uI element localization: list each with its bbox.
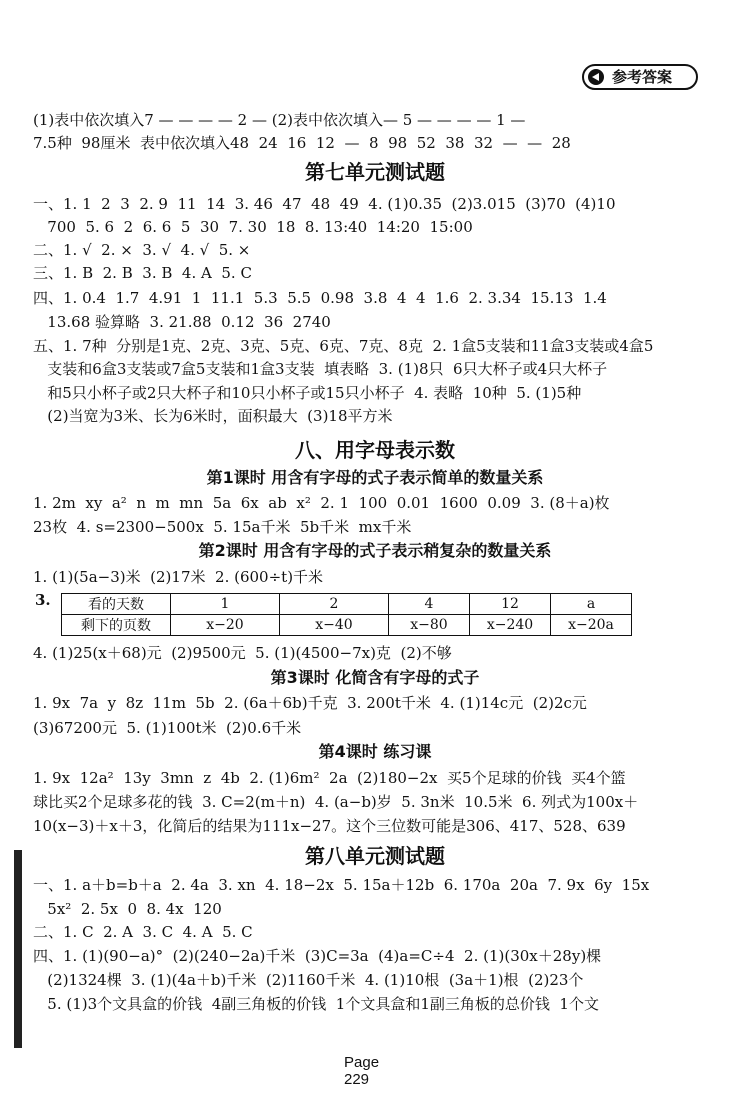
table-cell: x−80 [389,615,470,636]
table-cell: a [551,594,632,615]
text-line: 和5只小杯子或2只大杯子和10只小杯子或15只小杯子 4. 表略 10种 5. (1)5种 [33,384,582,402]
text-line: 5x² 2. 5x 0 8. 4x 120 [33,900,222,918]
text-line: 三、1. B 2. B 3. B 4. A 5. C [33,264,252,282]
text-line: (3)67200元 5. (1)100t米 (2)0.6千米 [33,719,302,737]
table-cell: 看的天数 [62,594,171,615]
text-line: 支装和6盒3支装或7盒5支装和1盒3支装 填表略 3. (1)8只 6只大杯子或4只大杯子 [33,360,608,378]
page-label: Page [344,1054,380,1071]
table-cell: 剩下的页数 [62,615,171,636]
text-line: 1. (1)(5a−3)米 (2)17米 2. (600÷t)千米 [33,568,324,586]
question-number: 3. [35,591,51,609]
table-cell: 1 [171,594,280,615]
table-cell: 12 [470,594,551,615]
left-triangle-icon [588,69,604,85]
lesson2-title: 第2课时 用含有字母的式子表示稍复杂的数量关系 [198,541,552,560]
pages-table [61,593,632,636]
text-line: 四、1. 0.4 1.7 4.91 1 11.1 5.3 5.5 0.98 3.8 4 4 1.6 2. 3.34 15.13 1.4 [33,289,607,307]
text-line: 23枚 4. s=2300−500x 5. 15a千米 5b千米 mx千米 [33,518,412,536]
table-row [62,594,632,615]
lesson1-title: 第1课时 用含有字母的式子表示简单的数量关系 [206,468,544,487]
margin-bar [14,850,22,1048]
chapter8-title: 八、用字母表示数 [295,438,455,462]
table-cell: x−240 [470,615,551,636]
text-line: 7.5种 98厘米 表中依次填入48 24 16 12 — 8 98 52 38 32 — — 28 [33,134,571,152]
text-line: 二、1. √ 2. × 3. √ 4. √ 5. × [33,241,251,259]
table-cell: x−40 [280,615,389,636]
text-line: 二、1. C 2. A 3. C 4. A 5. C [33,923,253,941]
text-line: 10(x−3)＋x＋3，化简后的结果为111x−27。这个三位数可能是306、417、528、639 [33,817,626,835]
lesson4-title: 第4课时 练习课 [318,742,432,761]
text-line: 5. (1)3个文具盒的价钱 4副三角板的价钱 1个文具盒和1副三角板的总价钱 1个文 [33,995,599,1013]
text-line: 700 5. 6 2 6. 6 5 30 7. 30 18 8. 13:40 14:20 15:00 [33,218,473,236]
table-cell: 2 [280,594,389,615]
lesson3-title: 第3课时 化简含有字母的式子 [270,668,480,687]
table-cell: x−20a [551,615,632,636]
answer-tag-label: 参考答案 [612,68,673,86]
text-line: 四、1. (1)(90−a)° (2)(240−2a)千米 (3)C=3a (4)a=C÷4 2. (1)(30x＋28y)棵 [33,947,602,965]
page-number: 229 [344,1071,370,1088]
text-line: 4. (1)25(x＋68)元 (2)9500元 5. (1)(4500−7x)克 (2)不够 [33,644,452,662]
text-line: 球比买2个足球多花的钱 3. C=2(m＋n) 4. (a−b)岁 5. 3n米 10.5米 6. 列式为100x＋ [33,793,639,811]
text-line: 一、1. a＋b=b＋a 2. 4a 3. xn 4. 18−2x 5. 15a＋12b 6. 170a 20a 7. 9x 6y 15x [33,876,650,894]
unit8-title: 第八单元测试题 [305,844,445,868]
table-cell: 4 [389,594,470,615]
text-line: (1)表中依次填入7 — — — — 2 — (2)表中依次填入— 5 — — — — 1 — [33,111,526,129]
table-cell: x−20 [171,615,280,636]
text-line: 13.68 验算略 3. 21.88 0.12 36 2740 [33,313,331,331]
table-row [62,615,632,636]
unit7-title: 第七单元测试题 [305,160,445,184]
text-line: 1. 9x 12a² 13y 3mn z 4b 2. (1)6m² 2a (2)180−2x 买5个足球的价钱 买4个篮 [33,769,626,787]
text-line: 1. 2m xy a² n m mn 5a 6x ab x² 2. 1 100 0.01 1600 0.09 3. (8＋a)枚 [33,494,610,512]
text-line: 一、1. 1 2 3 2. 9 11 14 3. 46 47 48 49 4. (1)0.35 (2)3.015 (3)70 (4)10 [33,195,616,213]
text-line: (2)当宽为3米、长为6米时，面积最大 (3)18平方米 [33,407,393,425]
text-line: (2)1324棵 3. (1)(4a＋b)千米 (2)1160千米 4. (1)10根 (3a＋1)根 (2)23个 [33,971,584,989]
text-line: 1. 9x 7a y 8z 11m 5b 2. (6a＋6b)千克 3. 200t千米 4. (1)14c元 (2)2c元 [33,694,587,712]
text-line: 五、1. 7种 分别是1克、2克、3克、5克、6克、7克、8克 2. 1盒5支装和11盒3支装或4盒5 [33,337,654,355]
